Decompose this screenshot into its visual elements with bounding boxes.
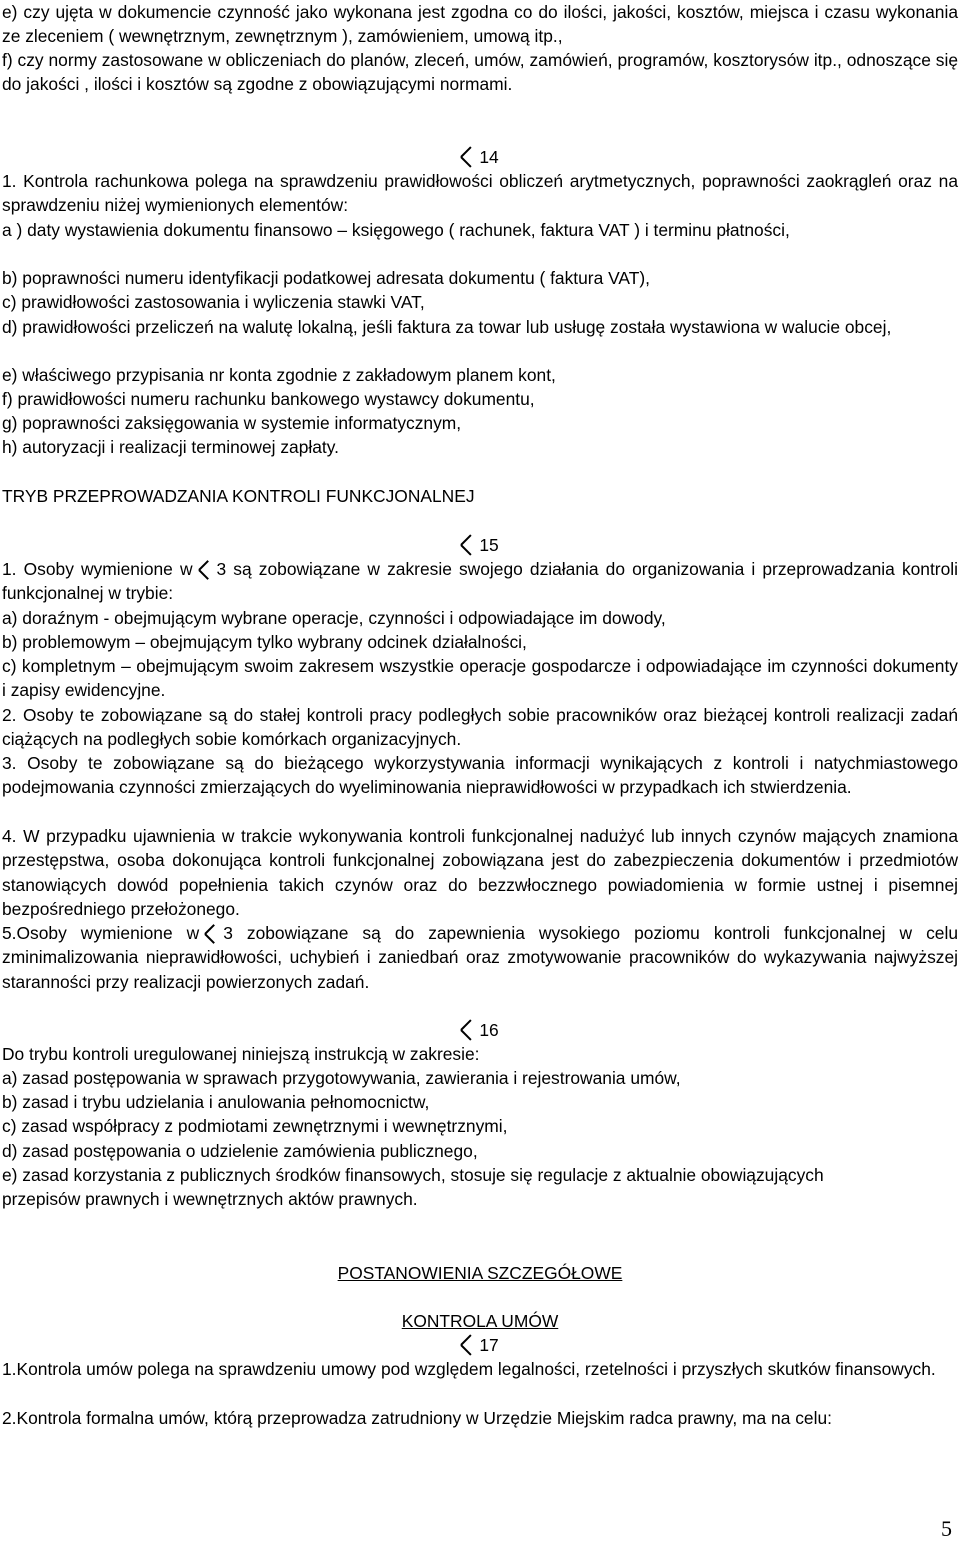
list-item: d) zasad postępowania o udzielenie zamówienia publicznego, bbox=[2, 1141, 478, 1161]
section-sign-icon bbox=[461, 1334, 473, 1354]
paragraph: Do trybu kontroli uregulowanej niniejszą instrukcją w zakresie: bbox=[2, 1044, 480, 1064]
section-sign-icon bbox=[461, 146, 473, 166]
section-number-text: 16 bbox=[479, 1020, 499, 1040]
paragraph-start: 1. Osoby wymienione w bbox=[2, 559, 193, 579]
paragraph: 2. Osoby te zobowiązane są do stałej kontroli pracy podległych sobie pracowników oraz bieżącej kontroli realizacji zadań ciążących na podległych sobie komórkach organizacyjnych. bbox=[2, 705, 958, 750]
paragraph: 1. Kontrola rachunkowa polega na sprawdzeniu prawidłowości obliczeń arytmetycznych, poprawności zaokrągleń oraz na sprawdzeniu niżej wymienionych elementów: bbox=[2, 171, 958, 216]
paragraph: 2.Kontrola formalna umów, którą przeprowadza zatrudniony w Urzędzie Miejskim radca prawny, ma na celu: bbox=[2, 1408, 832, 1428]
section-number-17 bbox=[0, 1333, 960, 1357]
heading-text: POSTANOWIENIA SZCZEGÓŁOWE bbox=[337, 1263, 623, 1283]
list-item: a) doraźnym - obejmującym wybrane operacje, czynności i odpowiadające im dowody, bbox=[2, 608, 666, 628]
section-sign-icon bbox=[461, 1019, 473, 1039]
paragraph: 3. Osoby te zobowiązane są do bieżącego wykorzystywania informacji wynikających z kontroli i natychmiastowego podejmowania czynności zmierzających do wyeliminowania nieprawidłowości w przypadkach ich stwierdzenia. bbox=[2, 753, 958, 798]
paragraph: 4. W przypadku ujawnienia w trakcie wykonywania kontroli funkcjonalnej nadużyć lub innych czynów mających znamiona przestępstwa, osoba dokonująca kontroli funkcjonalnej zobowiązana jest do zabezpieczenia dokumentów i przedmiotów stanowiących dowód popełnienia takich czynów oraz do bezzwłocznego powiadomienia w formie ustnej i pisemnej bezpośredniego przełożonego. bbox=[2, 826, 958, 919]
list-item: f) czy normy zastosowane w obliczeniach do planów, zleceń, umów, zamówień, programów, kosztorysów itp., odnoszące się do jakości , ilości i kosztów są zgodne z obowiązującymi normami. bbox=[2, 50, 958, 95]
list-item: b) zasad i trybu udzielania i anulowania pełnomocnictw, bbox=[2, 1092, 430, 1112]
list-item: c) zasad współpracy z podmiotami zewnętrznymi i wewnętrznymi, bbox=[2, 1116, 508, 1136]
list-item: e) właściwego przypisania nr konta zgodnie z zakładowym planem kont, bbox=[2, 365, 556, 385]
paragraph: 1.Kontrola umów polega na sprawdzeniu umowy pod względem legalności, rzetelności i przyszłych skutków finansowych. bbox=[2, 1359, 936, 1379]
paragraph-end: 3 zobowiązane są do zapewnienia wysokiego poziomu kontroli funkcjonalnej w celu zminimalizowania nieprawidłowości, uchybień i zaniedbań oraz zmotywowanie pracowników do wykazywania najwyższej staranności przy realizacji powierzonych zadań. bbox=[2, 923, 958, 992]
list-item: a) zasad postępowania w sprawach przygotowywania, zawierania i rejestrowania umów, bbox=[2, 1068, 681, 1088]
section-number-15 bbox=[0, 533, 960, 557]
list-item: h) autoryzacji i realizacji terminowej zapłaty. bbox=[2, 437, 339, 457]
section-number-16 bbox=[0, 1018, 960, 1042]
section-heading bbox=[0, 1309, 960, 1333]
list-item: f) prawidłowości numeru rachunku bankowego wystawcy dokumentu, bbox=[2, 389, 535, 409]
list-item: b) poprawności numeru identyfikacji podatkowej adresata dokumentu ( faktura VAT), bbox=[2, 268, 650, 288]
paragraph bbox=[2, 921, 958, 994]
section-sign-icon bbox=[199, 561, 211, 577]
section-heading bbox=[0, 1261, 960, 1285]
section-number-text: 17 bbox=[479, 1335, 499, 1355]
section-heading: TRYB PRZEPROWADZANIA KONTROLI FUNKCJONALNEJ bbox=[2, 486, 475, 506]
paragraph-end: 3 są zobowiązane w zakresie swojego działania do organizowania i przeprowadzania kontroli funkcjonalnej w trybie: bbox=[2, 559, 958, 604]
section-sign-icon bbox=[461, 534, 473, 554]
list-item: e) czy ujęta w dokumencie czynność jako wykonana jest zgodna co do ilości, jakości, kosztów, miejsca i czasu wykonania ze zleceniem ( wewnętrznym, zewnętrznym ), zamówieniem, umową itp., bbox=[2, 2, 958, 47]
list-item: d) prawidłowości przeliczeń na walutę lokalną, jeśli faktura za towar lub usługę została wystawiona w walucie obcej, bbox=[2, 317, 892, 337]
list-item: c) kompletnym – obejmującym swoim zakresem wszystkie operacje gospodarcze i odpowiadające im czynności dokumenty i zapisy ewidencyjne. bbox=[2, 656, 958, 701]
section-number-text: 15 bbox=[479, 535, 499, 555]
heading-text: KONTROLA UMÓW bbox=[401, 1311, 559, 1331]
list-item: c) prawidłowości zastosowania i wyliczenia stawki VAT, bbox=[2, 292, 425, 312]
page-number: 5 bbox=[941, 1516, 952, 1541]
section-number-text: 14 bbox=[479, 147, 499, 167]
list-item: g) poprawności zaksięgowania w systemie informatycznym, bbox=[2, 413, 462, 433]
list-item: a ) daty wystawienia dokumentu finansowo – księgowego ( rachunek, faktura VAT ) i terminu płatności, bbox=[2, 220, 790, 240]
paragraph bbox=[2, 557, 958, 606]
section-sign-icon bbox=[205, 925, 217, 941]
list-item: e) zasad korzystania z publicznych środków finansowych, stosuje się regulacje z aktualnie obowiązujących przepisów prawnych i wewnętrznych aktów prawnych. bbox=[2, 1165, 824, 1210]
paragraph-start: 5.Osoby wymienione w bbox=[2, 923, 200, 943]
section-number-14 bbox=[0, 145, 960, 169]
list-item: b) problemowym – obejmującym tylko wybrany odcinek działalności, bbox=[2, 632, 527, 652]
